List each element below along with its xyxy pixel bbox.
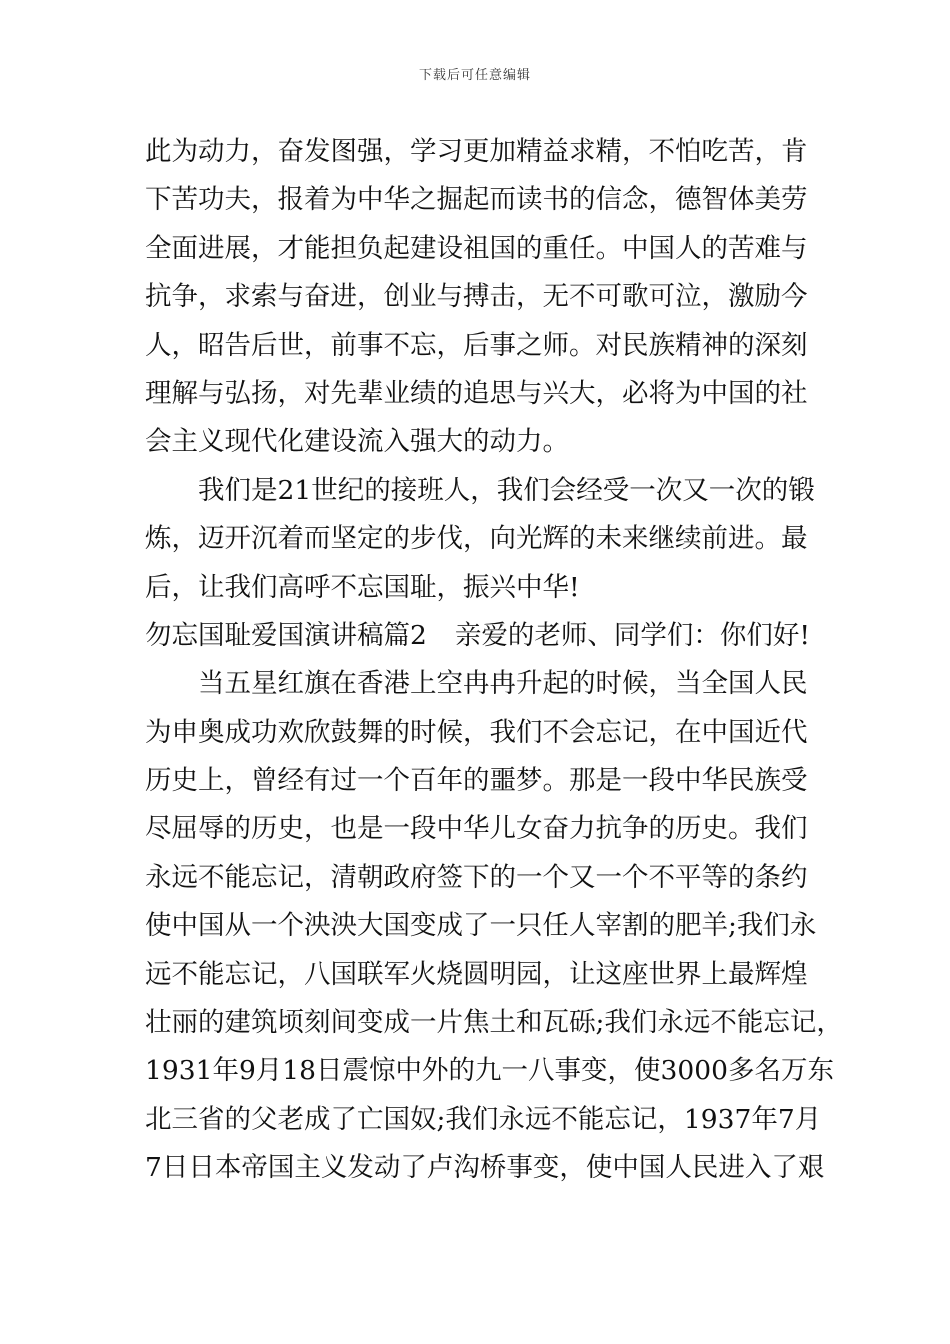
paragraph-1 xyxy=(145,128,810,467)
text-line: 远不能忘记，八国联军火烧圆明园，让这座世界上最辉煌 xyxy=(145,958,808,990)
paragraph-3 xyxy=(145,660,843,1192)
text-line: 为申奥成功欢欣鼓舞的时候，我们不会忘记，在中国近代 xyxy=(145,716,808,748)
text-line: 使中国从一个泱泱大国变成了一只任人宰割的肥羊;我们永 xyxy=(145,910,817,942)
text-line: 后，让我们高呼不忘国耻，振兴中华! xyxy=(145,571,580,603)
text-line: 当五星红旗在香港上空冉冉升起的时候，当全国人民 xyxy=(198,668,808,700)
paragraph-2 xyxy=(145,467,815,612)
text-line: 理解与弘扬，对先辈业绩的追思与兴大，必将为中国的社 xyxy=(145,377,808,409)
section-heading xyxy=(145,612,810,660)
text-line: 历史上，曾经有过一个百年的噩梦。那是一段中华民族受 xyxy=(145,765,808,797)
text-line: 此为动力，奋发图强，学习更加精益求精，不怕吃苦，肯 xyxy=(145,136,808,167)
text-line: 抗争，求索与奋进，创业与搏击，无不可歌可泣，激励今 xyxy=(145,281,808,313)
section-title: 勿忘国耻爱国演讲稿篇2 xyxy=(145,619,427,651)
text-line: 下苦功夫，报着为中华之掘起而读书的信念，德智体美劳 xyxy=(145,184,808,216)
text-line: 会主义现代化建设流入强大的动力。 xyxy=(145,426,569,458)
text-line: 尽屈辱的历史，也是一段中华儿女奋力抗争的历史。我们 xyxy=(145,813,808,845)
text-line: 人，昭告后世，前事不忘，后事之师。对民族精神的深刻 xyxy=(145,329,808,361)
text-line: 1931年9月18日震惊中外的九一八事变，使3000多名万东 xyxy=(145,1055,834,1087)
text-line: 我们是21世纪的接班人，我们会经受一次又一次的锻 xyxy=(198,474,815,506)
text-line: 北三省的父老成了亡国奴;我们永远不能忘记，1937年7月 xyxy=(145,1103,822,1135)
text-line: 炼，迈开沉着而坚定的步伐，向光辉的未来继续前进。最 xyxy=(145,523,808,555)
greeting: 亲爱的老师、同学们：你们好! xyxy=(454,619,810,651)
text-line: 永远不能忘记，清朝政府签下的一个又一个不平等的条约 xyxy=(145,861,808,893)
text-line: 7日日本帝国主义发动了卢沟桥事变，使中国人民进入了艰 xyxy=(145,1152,825,1184)
document-body xyxy=(145,128,843,1193)
text-line: 全面进展，才能担负起建设祖国的重任。中国人的苦难与 xyxy=(145,232,808,264)
text-line: 壮丽的建筑顷刻间变成一片焦土和瓦砾;我们永远不能忘记， xyxy=(145,1007,843,1039)
page-header: 下载后可任意编辑 xyxy=(418,68,531,83)
